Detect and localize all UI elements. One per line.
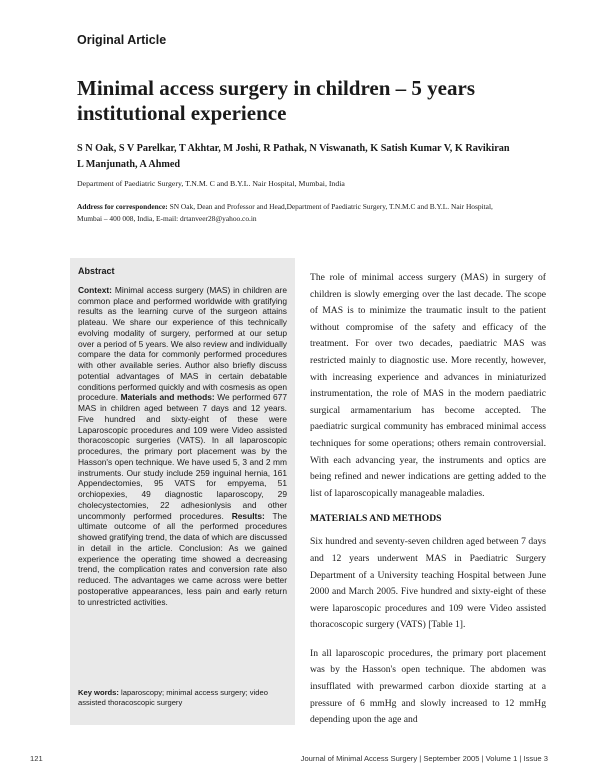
methods-paragraph-2: In all laparoscopic procedures, the primary port placement was by the Hasson's open technique. The abdomen was insufflated with prewarmed carbon dioxide starting at a pressure of 6 mmHg and slowly increased to 12 mmHg depending upon the age and: [310, 647, 546, 726]
correspondence-line-1: SN Oak, Dean and Professor and Head,Department of Paediatric Surgery, T.N.M.C and B.Y.L. Nair Hospital,: [167, 202, 493, 211]
title-line-1: Minimal access surgery in children – 5 years: [77, 76, 475, 100]
results-label: Results:: [231, 510, 265, 521]
correspondence-label: Address for correspondence:: [77, 202, 168, 211]
abstract-box: [70, 258, 295, 725]
authors-line-2: L Manjunath, A Ahmed: [77, 159, 181, 170]
correspondence-line-2: Mumbai – 400 008, India, E-mail: drtanveer28@yahoo.co.in: [77, 214, 257, 223]
results-text: The ultimate outcome of all the performed procedures showed gratifying trend, the data of which are discussed in detail in the article. Conclusion: As we gained experience the operating time showed a decreasing trend, the complication rates and conversion rate also reduced. The advantages we came across were better postoperative appearances, less pain and early return to unrestricted activities.: [78, 510, 287, 607]
section-label: Original Article: [77, 33, 167, 47]
article-title: [77, 76, 547, 126]
context-label: Context:: [78, 284, 112, 295]
correspondence-address: [77, 201, 557, 225]
methods-text: We performed 677 MAS in children aged between 7 days and 12 years. Five hundred and sixty-eight of these were Laparoscopic procedures and 109 were Video assisted thoracoscopic surgeries (VATS). In all laparoscopic procedures, the primary port placement was by the Hasson's open technique. We have used 5, 3 and 2 mm instruments. Our study include 259 inguinal hernia, 161 Appendectomies, 95 VATS for empyema, 51 orchiopexies, 49 diagnostic laparoscopy, 29 cholecystectomies, 22 adhesionlysis and other uncommonly performed procedures.: [78, 392, 287, 521]
abstract-text: [78, 285, 287, 608]
body-column: [310, 270, 546, 729]
keywords-label: Key words:: [78, 688, 119, 697]
context-text: Minimal access surgery (MAS) in children are common place and performed worldwide with gratifying results as the learning curve of the surgeon attains plateau. We share our experience of this technically evolving modality of surgery, performed at our setup over a period of 5 years. We also review and individually compare the data for commonly performed procedures with other available series. Author also briefly discuss potential advantages of MAS in certain debatable conditions performed quickly and with cosmesis as open procedure.: [78, 284, 288, 403]
methods-heading: MATERIALS AND METHODS: [310, 513, 442, 525]
authors-line-1: S N Oak, S V Parelkar, T Akhtar, M Joshi, R Pathak, N Viswanath, K Satish Kumar V, K Ravikiran: [77, 143, 510, 154]
page-number: 121: [30, 754, 43, 763]
journal-info: Journal of Minimal Access Surgery | September 2005 | Volume 1 | Issue 3: [300, 754, 548, 763]
author-list: [77, 141, 557, 173]
keywords: [78, 688, 287, 708]
methods-label: Materials and methods:: [120, 392, 215, 403]
intro-paragraph: The role of minimal access surgery (MAS) in surgery of children is slowly emerging over the last decade. The scope of MAS is to minimize the traumatic insult to the patient without compromise of the safety and efficacy of the treatment. For over two decades, paediatric MAS was restricted mainly to diagnostic use. More recently, however, with increasing experience and advances in miniaturized instrumentation, the role of MAS in the modern paediatric surgical armamentarium has become accepted. The paediatric surgical community has embraced minimal access techniques for some operations; others remain controversial. With each advancing year, the instruments and optics are being refined and newer indications are getting added to the list of laparoscopically manageable maladies.: [310, 272, 546, 499]
page-footer: [30, 754, 548, 766]
abstract-content: [78, 266, 287, 607]
keywords-text: laparoscopy; minimal access surgery; video assisted thoracoscopic surgery: [78, 688, 268, 707]
title-line-2: institutional experience: [77, 101, 287, 125]
methods-paragraph-1: Six hundred and seventy-seven children aged between 7 days and 12 years underwent MAS in Paediatric Surgery Department of a University teaching Hospital between June 2000 and March 2005. Five hundred and sixty-eight of these were laparoscopic procedures and 109 were Video assisted thoracoscopic surgery (VATS) [Table 1].: [310, 536, 546, 631]
abstract-heading: Abstract: [78, 266, 115, 276]
affiliation: Department of Paediatric Surgery, T.N.M. C and B.Y.L. Nair Hospital, Mumbai, India: [77, 179, 345, 188]
